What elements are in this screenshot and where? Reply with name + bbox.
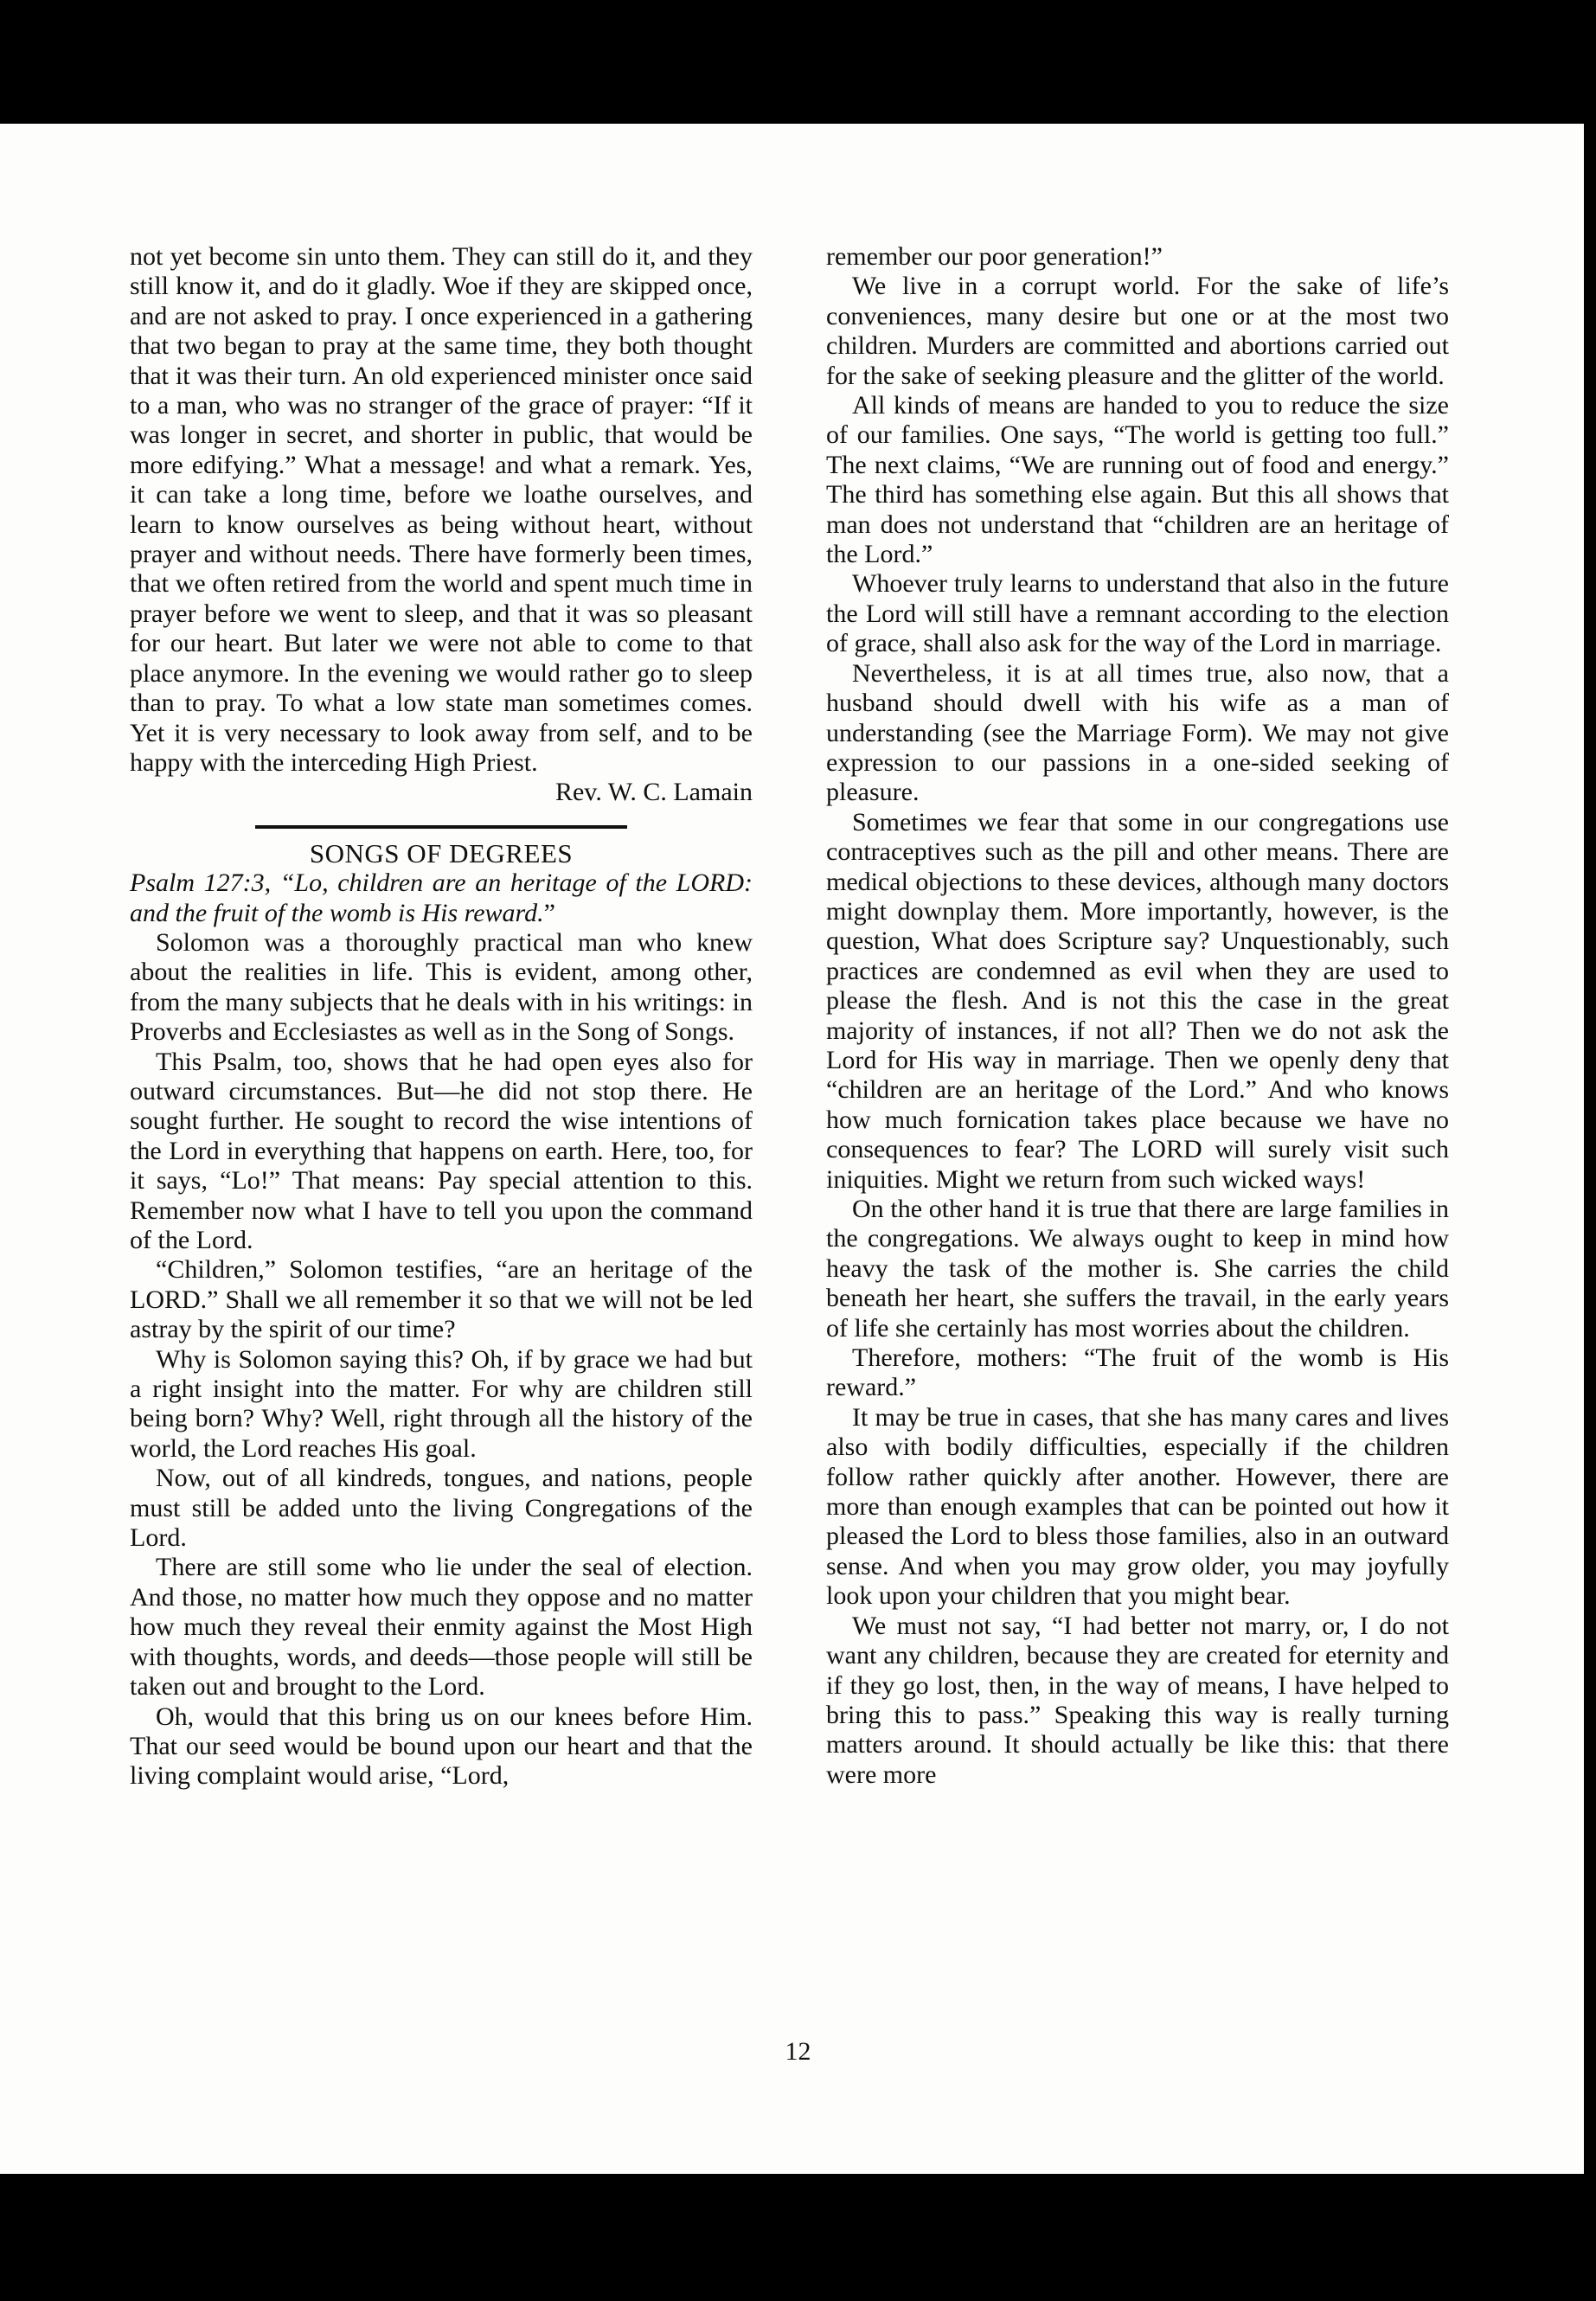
- author-signature: Rev. W. C. Lamain: [554, 778, 753, 807]
- section-heading: SONGS OF DEGREES: [309, 837, 574, 868]
- scripture-quote: [130, 868, 753, 928]
- left-column: [130, 242, 753, 1791]
- paragraph: We must not say, “I had better not marry, or, I do not want any children, because they are created for eternity and if they go lost, then, in the way of means, I have helped to bring this to pass.” Speaking this way is really turning matters around. It should actually be like this: that there were more: [826, 1611, 1449, 1789]
- scan-edge: [1584, 124, 1596, 2174]
- paragraph: not yet become sin unto them. They can still do it, and they still know it, and do it gladly. Woe if they are skipped once, and are not asked to pray. I once experienced in a gathering that two began to pray at the same time, they both thought that it was their turn. An old experienced minister once said to a man, who was no stranger of the grace of prayer: “If it was longer in secret, and shorter in public, that would be more edifying.” What a message! and what a remark. Yes, it can take a long time, before we loathe ourselves, and learn to know ourselves as being without heart, without prayer and without needs. There have formerly been times, that we often retired from the world and spent much time in prayer before we went to sleep, and that it was so pleasant for our heart. But later we were not able to come to that place anymore. In the evening we would rather go to sleep than to pray. To what a low state man sometimes comes. Yet it is very necessary to look away from self, and to be happy with the interceding High Priest.: [130, 242, 753, 777]
- paragraph: Why is Solomon saying this? Oh, if by grace we had but a right insight into the matter. For why are children still being born? Why? Well, right through all the history of the world, the Lord reaches His goal.: [130, 1344, 753, 1463]
- page-number: 12: [785, 2037, 811, 2066]
- paragraph: “Children,” Solomon testifies, “are an heritage of the LORD.” Shall we all remember it so that we will not be led astray by the spirit of our time?: [130, 1255, 753, 1344]
- paragraph: There are still some who lie under the seal of election. And those, no matter how much they oppose and no matter how much they reveal their enmity against the Most High with thoughts, words, and deeds—those people will still be taken out and brought to the Lord.: [130, 1553, 753, 1702]
- paragraph: Nevertheless, it is at all times true, also now, that a husband should dwell with his wife as a man of understanding (see the Marriage Form). We may not give expression to our passions in a one-sided seeking of pleasure.: [826, 658, 1449, 807]
- paragraph: Now, out of all kindreds, tongues, and nations, people must still be added unto the living Congregations of the Lord.: [130, 1464, 753, 1553]
- paragraph: Oh, would that this bring us on our knees before Him. That our seed would be bound upon our heart and that the living complaint would arise, “Lord,: [130, 1702, 753, 1791]
- quote-reference: Psalm 127:3,: [130, 868, 272, 898]
- paragraph: This Psalm, too, shows that he had open eyes also for outward circumstances. But—he did not stop there. He sought further. He sought to record the wise intentions of the Lord in everything that happens on earth. Here, too, for it says, “Lo!” That means: Pay special attention to this. Remember now what I have to tell you upon the command of the Lord.: [130, 1047, 753, 1254]
- section-divider: [255, 825, 627, 829]
- right-column: [826, 242, 1449, 1790]
- quote-text: “Lo, children are an heritage of the LORD: and the fruit of the womb is His reward.: [130, 868, 753, 927]
- paragraph: All kinds of means are handed to you to reduce the size of our families. One says, “The world is getting too full.” The next claims, “We are running out of food and energy.” The third has something else again. But this all shows that man does not understand that “children are an heritage of the Lord.”: [826, 391, 1449, 569]
- paragraph: Whoever truly learns to understand that also in the future the Lord will still have a remnant according to the election of grace, shall also ask for the way of the Lord in marriage.: [826, 569, 1449, 658]
- paragraph: remember our poor generation!”: [826, 242, 1163, 271]
- paragraph: On the other hand it is true that there are large families in the congregations. We always ought to keep in mind how heavy the task of the mother is. She carries the child beneath her heart, she suffers the travail, in the early years of life she certainly has most worries about the children.: [826, 1195, 1449, 1343]
- quote-close: ”: [543, 898, 555, 927]
- paragraph: Solomon was a thoroughly practical man who knew about the realities in life. This is evident, among other, from the many subjects that he deals with in his writings: in Proverbs and Ecclesiastes as well as in the Song of Songs.: [130, 927, 753, 1047]
- paragraph: It may be true in cases, that she has many cares and lives also with bodily difficulties, especially if the children follow rather quickly after another. However, there are more than enough examples that can be pointed out how it pleased the Lord to bless those families, also in an outward sense. And when you may grow older, you may joyfully look upon your children that you might bear.: [826, 1402, 1449, 1611]
- paragraph: Therefore, mothers: “The fruit of the womb is His reward.”: [826, 1343, 1449, 1402]
- paragraph: We live in a corrupt world. For the sake of life’s conveniences, many desire but one or at the most two children. Murders are committed and abortions carried out for the sake of seeking pleasure and the glitter of the world.: [826, 272, 1449, 390]
- paragraph: Sometimes we fear that some in our congregations use contraceptives such as the pill and other means. There are medical objections to these devices, although many doctors might downplay them. More importantly, however, is the question, What does Scripture say? Unquestionably, such practices are condemned as evil when they are used to please the flesh. And is not this the case in the great majority of instances, if not all? Then we do not ask the Lord for His way in marriage. Then we openly deny that “children are an heritage of the Lord.” And who knows how much fornication takes place because we have no consequences to fear? The LORD will surely visit such iniquities. Might we return from such wicked ways!: [826, 807, 1449, 1194]
